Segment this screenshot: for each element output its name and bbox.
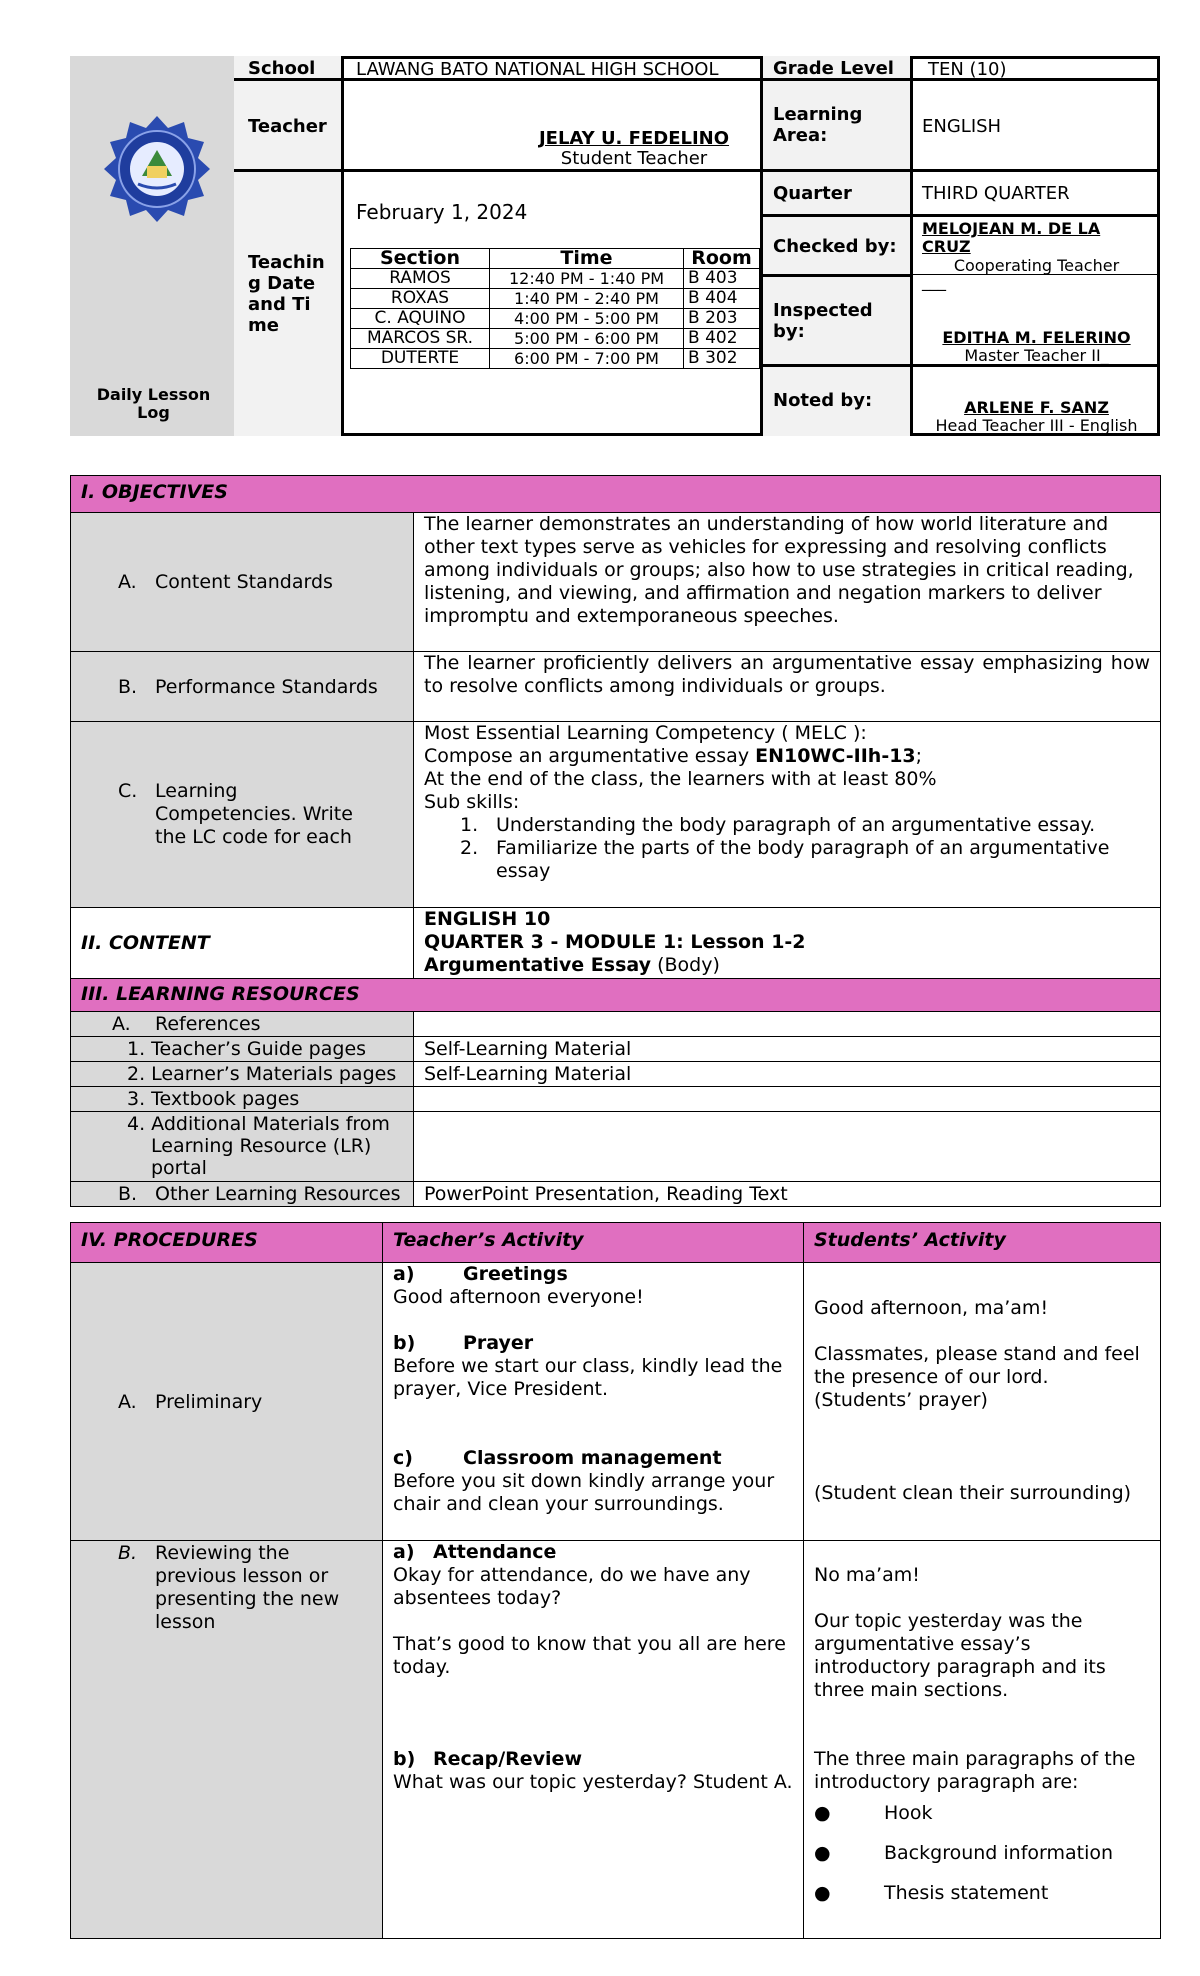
tb-label: 3. Textbook pages <box>71 1087 414 1112</box>
review-students <box>804 1541 1161 1939</box>
section-cell: ROXAS <box>351 289 490 309</box>
preliminary-students <box>804 1263 1161 1541</box>
item-letter: C. <box>118 780 138 802</box>
item-text: Performance Standards <box>155 675 378 698</box>
bullet-text: Thesis statement <box>884 1882 1049 1904</box>
sub-skills-label: Sub skills: <box>424 791 520 813</box>
content-topic-note: (Body) <box>651 954 720 976</box>
classroom-management-heading <box>393 1447 793 1470</box>
recap-heading <box>393 1748 793 1771</box>
melc-code: EN10WC-IIh-13 <box>755 745 916 767</box>
checked-by-role: Cooperating Teacher <box>953 256 1120 275</box>
bullet-text: Hook <box>884 1802 933 1824</box>
student-clean: (Student clean their surrounding) <box>814 1482 1132 1504</box>
schedule-row <box>351 329 760 349</box>
grade-level-value: TEN (10) <box>928 59 1007 80</box>
step-letter: b) <box>393 1332 416 1354</box>
content-line: QUARTER 3 - MODULE 1: Lesson 1-2 <box>424 931 806 953</box>
student-topic: Our topic yesterday was the argumentative essay’s introductory paragraph and its three main sections. <box>814 1610 1106 1701</box>
objectives-table <box>70 475 1161 1207</box>
item-letter: B. <box>118 1542 138 1564</box>
step-letter: a) <box>393 1263 415 1285</box>
time-cell: 5:00 PM - 6:00 PM <box>490 329 684 349</box>
item-text: Preliminary <box>155 1390 263 1413</box>
room-cell: B 404 <box>684 289 760 309</box>
header-block <box>70 56 1160 436</box>
inspected-blank: ___ <box>922 272 946 291</box>
time-cell: 6:00 PM - 7:00 PM <box>490 349 684 369</box>
schedule-row <box>351 309 760 329</box>
prayer-heading <box>393 1332 793 1355</box>
content-line: ENGLISH 10 <box>424 908 551 930</box>
student-attendance: No ma’am! <box>814 1564 920 1586</box>
school-seal-logo <box>102 114 212 224</box>
list-item: ● Hook <box>814 1802 933 1824</box>
item-letter: A. <box>118 1390 137 1413</box>
content-title: II. CONTENT <box>71 908 414 979</box>
item-letter: B. <box>118 1183 138 1205</box>
lm-label: 2. Learner’s Materials pages <box>71 1062 414 1087</box>
recap-text: What was our topic yesterday? Student A. <box>393 1771 793 1793</box>
sub-skill-item: Familiarize the parts of the body paragraph of an argumentative essay <box>496 837 1110 882</box>
content-standards-label <box>71 513 414 652</box>
step-letter: a) <box>393 1541 415 1563</box>
item-text: Reviewing the previous lesson or presenting the new lesson <box>155 1542 340 1633</box>
grade-level-label: Grade Level <box>773 58 894 79</box>
schedule-row <box>351 349 760 369</box>
item-text: Learning Competencies. Write the LC code for each <box>155 780 353 848</box>
item-letter: A. <box>118 571 137 593</box>
school-label: School <box>248 58 316 79</box>
room-cell: B 403 <box>684 269 760 289</box>
tg-label: 1. Teacher’s Guide pages <box>71 1037 414 1062</box>
performance-standards-label <box>71 652 414 722</box>
learning-area-value: ENGLISH <box>922 116 1002 137</box>
noted-by-role: Head Teacher III - English <box>935 416 1138 435</box>
melc-line: Most Essential Learning Competency ( MELC ): <box>424 722 867 744</box>
other-resources-label <box>71 1182 414 1207</box>
schedule-header: Room <box>684 249 760 269</box>
schedule-header: Section <box>351 249 490 269</box>
content-line <box>424 954 1150 977</box>
logo-column <box>70 56 237 436</box>
bullet-text: Background information <box>884 1842 1114 1864</box>
teacher-role: Student Teacher <box>560 148 708 169</box>
step-letter: c) <box>393 1447 413 1469</box>
time-cell: 12:40 PM - 1:40 PM <box>490 269 684 289</box>
student-prayer-note: (Students’ prayer) <box>814 1389 988 1411</box>
student-three-parts: The three main paragraphs of the introductory paragraph are: <box>814 1748 1136 1793</box>
preliminary-label <box>71 1263 383 1541</box>
attendance-text-2: That’s good to know that you all are here today. <box>393 1633 786 1678</box>
resources-title: III. LEARNING RESOURCES <box>71 979 1161 1012</box>
procedures-title: IV. PROCEDURES <box>71 1223 383 1263</box>
time-cell: 4:00 PM - 5:00 PM <box>490 309 684 329</box>
target-line: At the end of the class, the learners with at least 80% <box>424 768 937 790</box>
section-cell: MARCOS SR. <box>351 329 490 349</box>
content-value <box>414 908 1161 979</box>
checked-by-name: MELOJEAN M. DE LA CRUZ <box>922 219 1101 256</box>
teacher-label: Teacher <box>248 116 327 137</box>
references-label <box>71 1012 414 1037</box>
room-cell: B 402 <box>684 329 760 349</box>
melc-punct: ; <box>915 745 923 767</box>
item-text: References <box>155 1013 261 1035</box>
daily-lesson-log-label: Daily Lesson Log <box>96 385 211 422</box>
teacher-activity-header: Teacher’s Activity <box>383 1223 804 1263</box>
quarter-value: THIRD QUARTER <box>922 183 1070 204</box>
step-title: Recap/Review <box>433 1748 582 1770</box>
additional-materials-label <box>71 1112 414 1182</box>
learning-competencies-value: Most Essential Learning Competency ( MELC ): Compose an argumentative essay EN10WC-IIh-13; At the end of the class, the learners with at least 80% Sub skills: 1. Understanding the body paragraph of an argumentative essay. 2. Familiarize the parts of the body paragraph of an argumentative essay <box>414 722 1161 908</box>
other-resources-value: PowerPoint Presentation, Reading Text <box>414 1182 1161 1207</box>
classroom-management-text: Before you sit down kindly arrange your chair and clean your surroundings. <box>393 1470 775 1515</box>
step-title: Attendance <box>433 1541 557 1563</box>
section-cell: C. AQUINO <box>351 309 490 329</box>
preliminary-teacher <box>383 1263 804 1541</box>
attendance-text: Okay for attendance, do we have any absentees today? <box>393 1564 751 1609</box>
teaching-date-label: Teaching Date and Time <box>248 252 325 336</box>
item-text: Content Standards <box>155 571 333 593</box>
review-teacher <box>383 1541 804 1939</box>
learning-competencies-label <box>71 722 414 908</box>
item-letter: A. <box>112 1013 131 1035</box>
sub-skill-item: Understanding the body paragraph of an argumentative essay. <box>496 814 1096 836</box>
melc-code-line <box>424 745 1150 768</box>
step-title: Greetings <box>463 1263 568 1285</box>
am-line: portal <box>151 1157 207 1179</box>
tg-value: Self-Learning Material <box>414 1037 1161 1062</box>
quarter-label: Quarter <box>773 183 852 204</box>
inspected-by-label: Inspected by: <box>773 300 873 342</box>
prayer-text: Before we start our class, kindly lead the prayer, Vice President. <box>393 1355 783 1400</box>
am-line: Learning Resource (LR) <box>151 1135 372 1157</box>
step-title: Prayer <box>463 1332 534 1354</box>
step-title: Classroom management <box>463 1447 722 1469</box>
procedures-table <box>70 1222 1161 1939</box>
item-letter: B. <box>118 675 138 698</box>
section-cell: RAMOS <box>351 269 490 289</box>
learning-area-label: Learning Area: <box>773 104 863 146</box>
schedule-row <box>351 269 760 289</box>
inspected-by-role: Master Teacher II_ <box>964 346 1109 365</box>
content-topic: Argumentative Essay <box>424 954 652 976</box>
performance-standards-value: The learner proficiently delivers an argumentative essay emphasizing how to resolve conflicts among individuals or groups. <box>414 652 1161 722</box>
checked-by-label: Checked by: <box>773 236 897 257</box>
time-cell: 1:40 PM - 2:40 PM <box>490 289 684 309</box>
list-item: ● Thesis statement <box>814 1882 1049 1904</box>
objectives-title: I. OBJECTIVES <box>71 476 1161 513</box>
melc-text: Compose an argumentative essay <box>424 745 756 767</box>
schedule-header: Time <box>490 249 684 269</box>
school-value: LAWANG BATO NATIONAL HIGH SCHOOL <box>356 59 719 80</box>
am-line: 4. Additional Materials from <box>127 1113 390 1135</box>
section-cell: DUTERTE <box>351 349 490 369</box>
room-cell: B 203 <box>684 309 760 329</box>
noted-by-label: Noted by: <box>773 390 873 411</box>
greetings-text: Good afternoon everyone! <box>393 1286 644 1308</box>
greetings-heading <box>393 1263 793 1286</box>
student-prayer: Classmates, please stand and feel the presence of our lord. <box>814 1343 1140 1388</box>
noted-by-name: ARLENE F. SANZ <box>964 398 1109 417</box>
students-activity-header: Students’ Activity <box>804 1223 1161 1263</box>
teacher-name: JELAY U. FEDELINO <box>538 128 730 149</box>
review-label <box>71 1541 383 1939</box>
schedule-row <box>351 289 760 309</box>
room-cell: B 302 <box>684 349 760 369</box>
attendance-heading <box>393 1541 793 1564</box>
date-value: February 1, 2024 <box>356 200 528 224</box>
student-greeting: Good afternoon, ma’am! <box>814 1297 1049 1319</box>
item-text: Other Learning Resources <box>155 1183 401 1205</box>
step-letter: b) <box>393 1748 416 1770</box>
content-standards-value: The learner demonstrates an understanding of how world literature and other text types serve as vehicles for expressing and resolving conflicts among individuals or groups; also how to use strategies in critical reading, listening, and viewing, and affirmation and negation markers to deliver impromptu and extemporaneous speeches. <box>414 513 1161 652</box>
lm-value: Self-Learning Material <box>414 1062 1161 1087</box>
schedule-table <box>350 248 760 369</box>
inspected-by-name: EDITHA M. FELERINO <box>942 328 1131 347</box>
list-item: ● Background information <box>814 1842 1114 1864</box>
